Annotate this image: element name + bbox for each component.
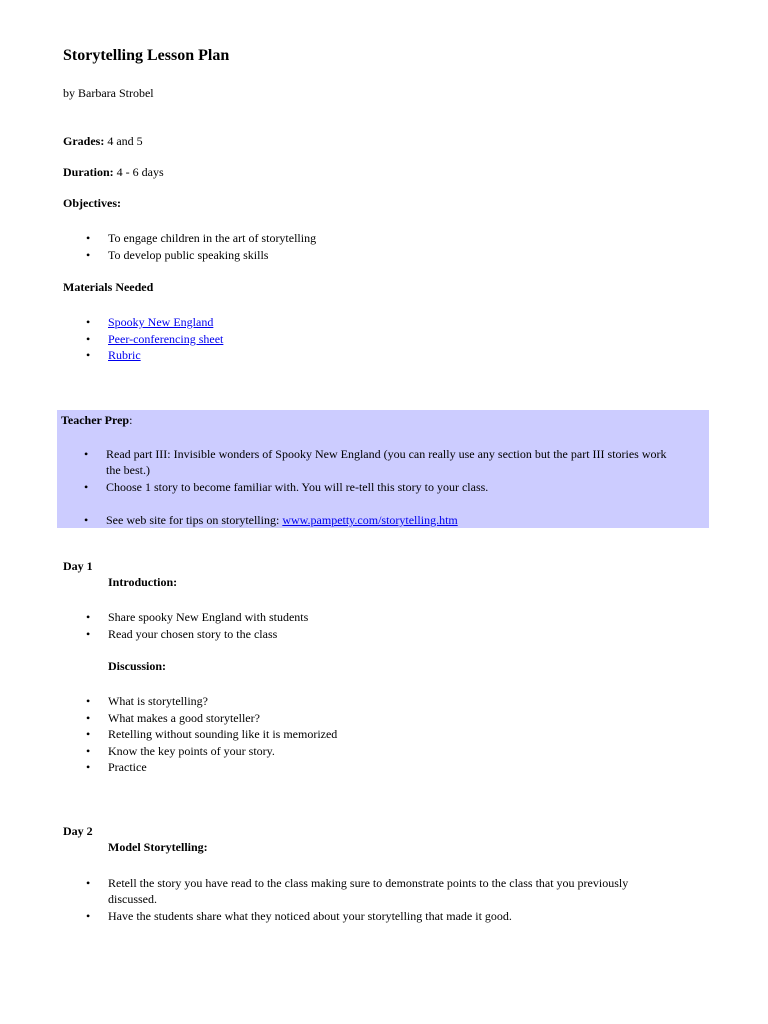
bullet-icon: • [86, 743, 91, 758]
objectives-heading: Objectives: [63, 196, 121, 210]
list-item: • See web site for tips on storytelling: www.pampetty.com/storytelling.htm [84, 513, 458, 527]
spooky-new-england-link[interactable]: Spooky New England [108, 315, 214, 329]
bullet-icon: • [84, 479, 89, 494]
teacher-prep-heading: Teacher Prep: [61, 413, 133, 427]
teacher-prep-label: Teacher Prep [61, 413, 130, 427]
list-item-continuation: the best.) [106, 462, 150, 477]
peer-conferencing-sheet-link[interactable]: Peer-conferencing sheet [108, 331, 224, 346]
model-storytelling-heading: Model Storytelling: [108, 840, 208, 854]
bullet-icon: • [86, 331, 91, 346]
day1-heading: Day 1 [63, 559, 93, 573]
objectives-list [86, 230, 317, 263]
teacher-prep-tips-list [84, 512, 458, 529]
grades-label: Grades: [63, 134, 105, 148]
list-item: • Choose 1 story to become familiar with. You will re-tell this story to your class. [84, 479, 489, 494]
bullet-icon: • [86, 231, 91, 245]
list-item: • Retelling without sounding like it is memorized [86, 727, 338, 741]
bullet-icon: • [84, 513, 89, 527]
bullet-icon: • [86, 694, 91, 708]
introduction-heading: Introduction: [108, 575, 178, 589]
list-item: • What makes a good storyteller? [86, 710, 260, 725]
bullet-icon: • [86, 610, 91, 624]
list-item: • Have the students share what they noticed about your storytelling that made it good. [86, 908, 512, 923]
list-item: • To engage children in the art of storytelling [86, 231, 317, 245]
discussion-list [86, 693, 338, 776]
grades-value: 4 and 5 [104, 134, 143, 148]
list-item [86, 347, 223, 364]
bullet-icon: • [86, 348, 91, 362]
discussion-heading: Discussion: [108, 659, 167, 673]
bullet-icon: • [86, 315, 91, 329]
list-item: • Retell the story you have read to the class making sure to demonstrate points to the class that you previously [86, 876, 629, 890]
list-item: • To develop public speaking skills [86, 247, 269, 262]
materials-list [86, 314, 224, 364]
duration-line [63, 164, 164, 180]
duration-label: Duration: [63, 165, 114, 179]
bullet-icon: • [86, 626, 91, 641]
list-item [86, 331, 224, 348]
teacher-prep-list [84, 446, 667, 495]
author-line: by Barbara Strobel [63, 86, 154, 100]
materials-heading: Materials Needed [63, 280, 154, 294]
document-title: Storytelling Lesson Plan [63, 47, 230, 64]
list-item [86, 314, 223, 331]
bullet-icon: • [86, 710, 91, 725]
list-item: • Practice [86, 760, 147, 774]
list-item: • Read part III: Invisible wonders of Spooky New England (you can really use any section but the part III stories work [84, 447, 667, 461]
bullet-icon: • [86, 247, 91, 262]
bullet-icon: • [86, 760, 91, 774]
bullet-icon: • [86, 727, 91, 741]
model-storytelling-list [86, 875, 629, 924]
bullet-icon: • [86, 908, 91, 923]
day2-heading: Day 2 [63, 824, 93, 838]
list-item: • What is storytelling? [86, 694, 208, 708]
bullet-icon: • [86, 876, 91, 890]
duration-value: 4 - 6 days [113, 165, 164, 179]
introduction-list [86, 609, 309, 642]
list-item: • Read your chosen story to the class [86, 626, 278, 641]
rubric-link[interactable]: Rubric [108, 348, 141, 362]
list-item-continuation: discussed. [108, 891, 157, 906]
list-item: • Know the key points of your story. [86, 743, 275, 758]
grades-line [63, 133, 143, 149]
bullet-icon: • [84, 447, 89, 461]
list-item: • Share spooky New England with students [86, 610, 309, 624]
storytelling-tips-link[interactable]: www.pampetty.com/storytelling.htm [282, 513, 458, 527]
